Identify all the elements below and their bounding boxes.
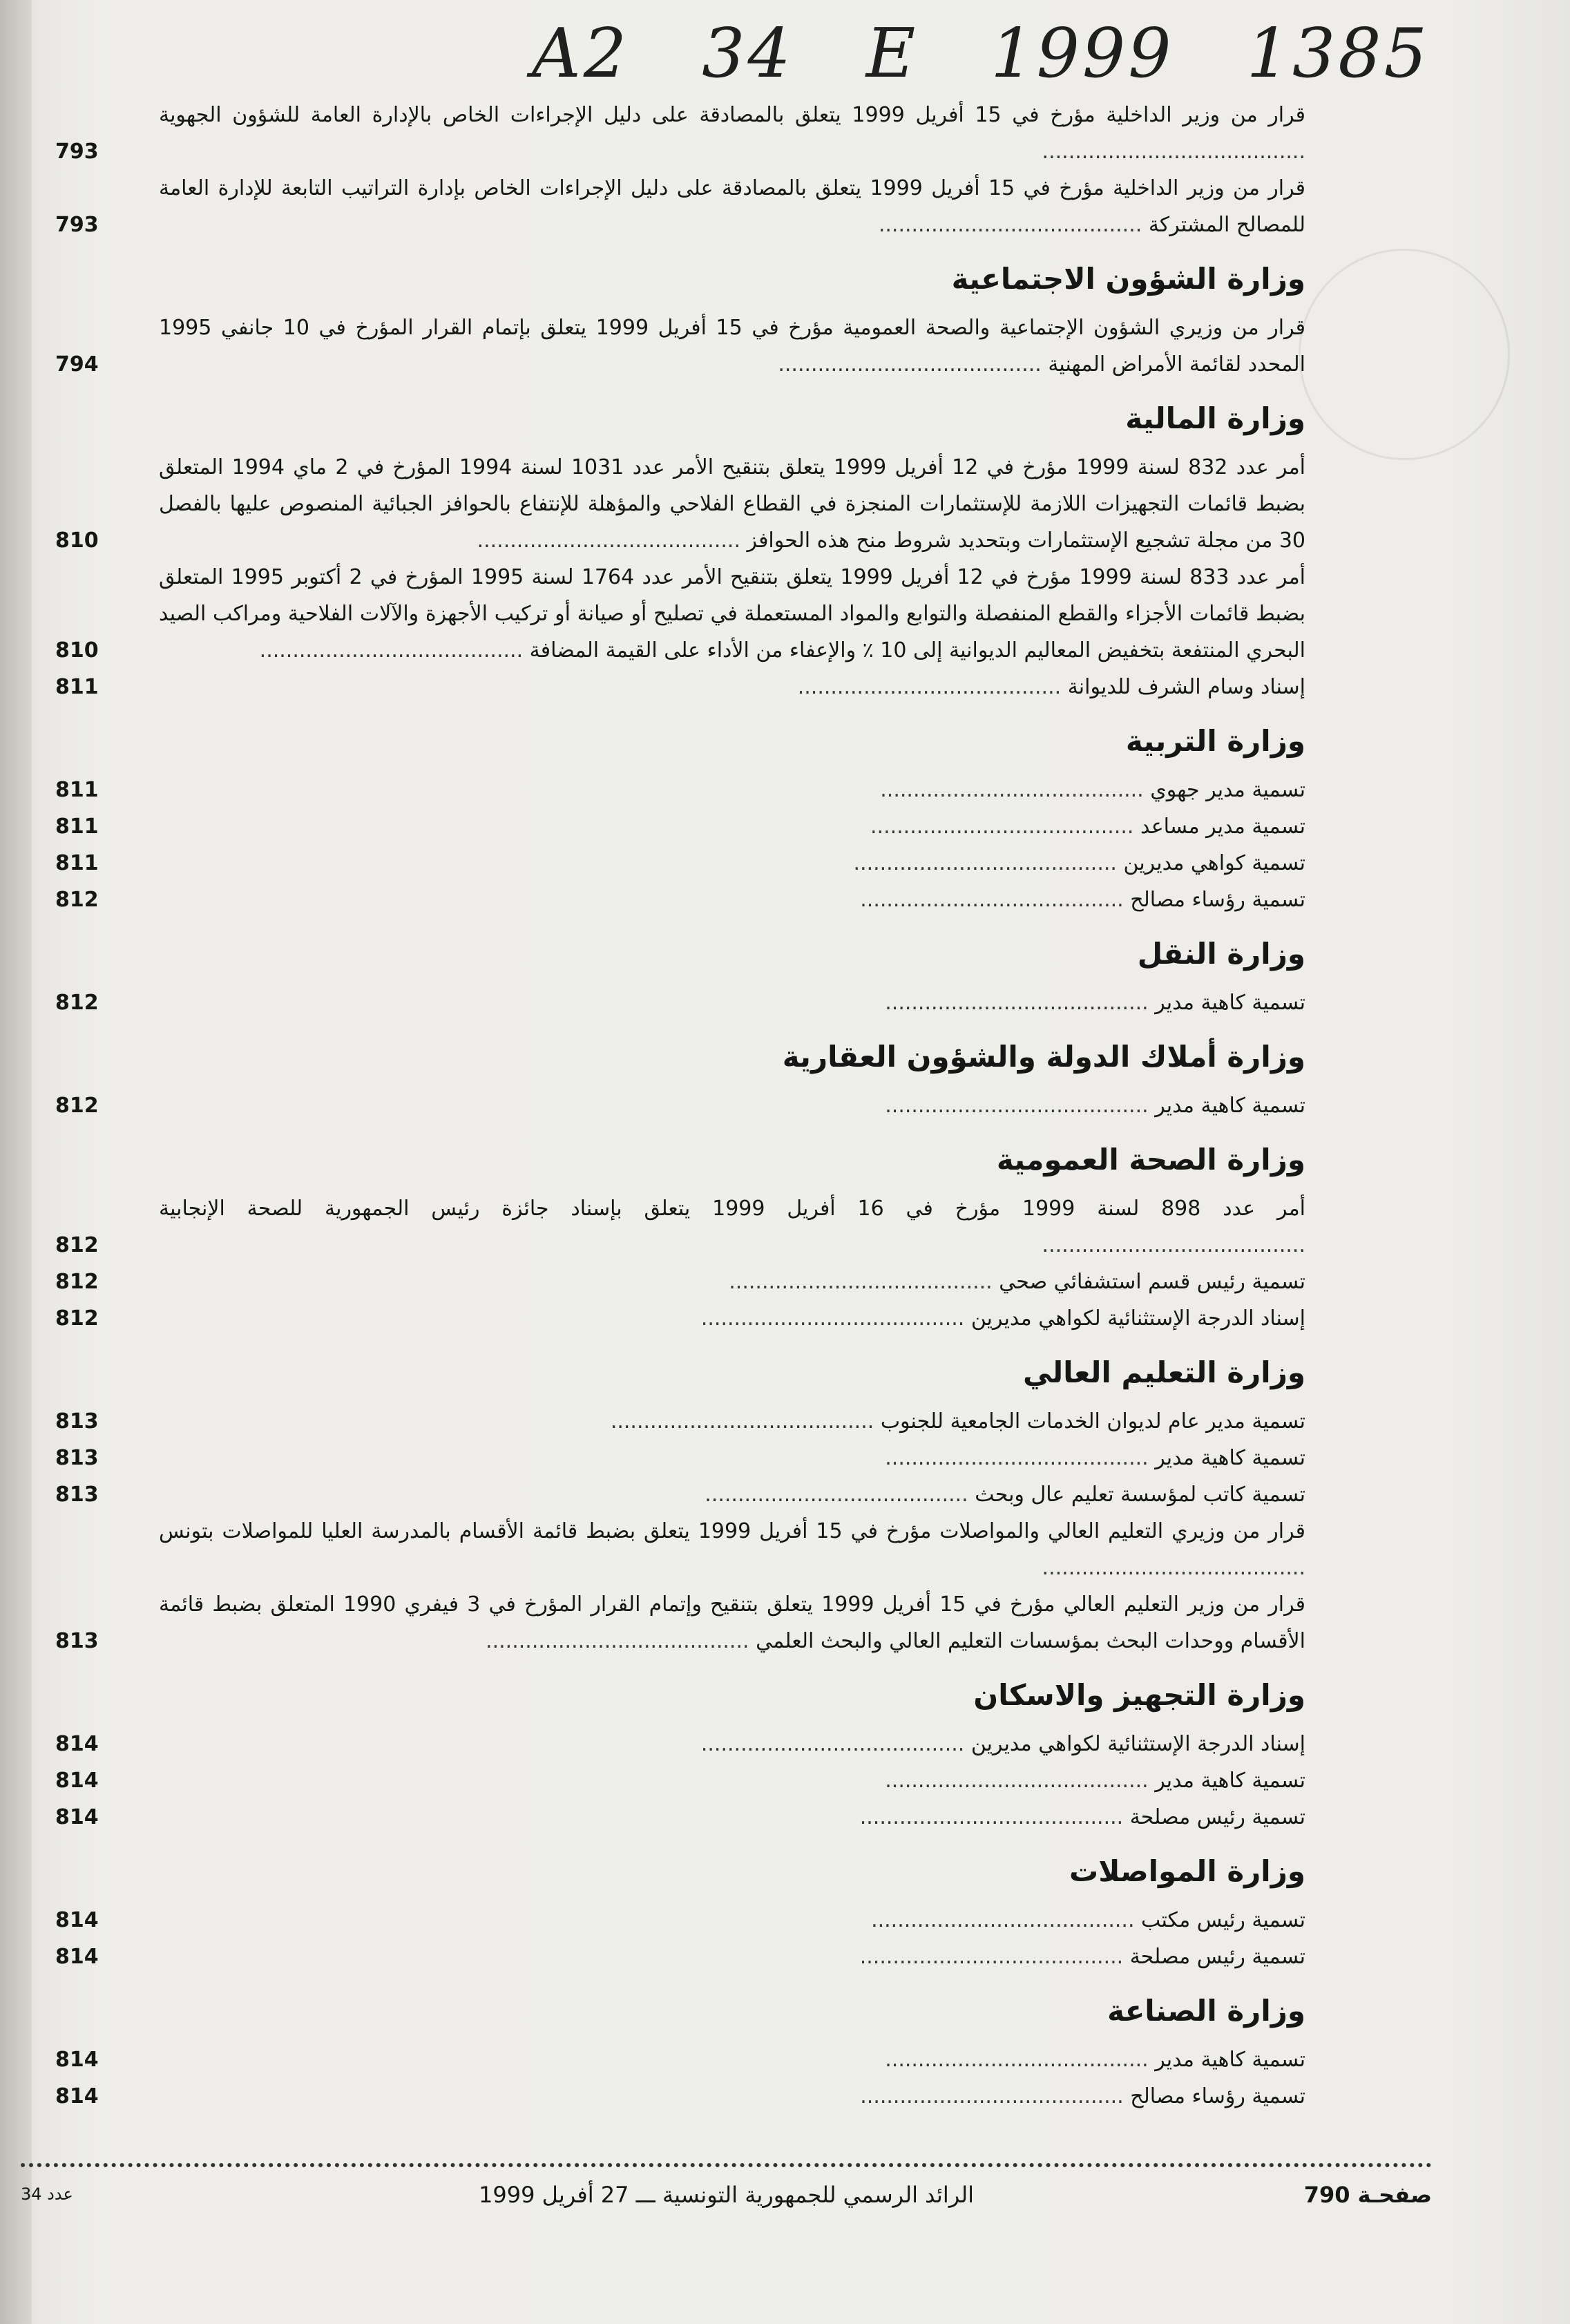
- toc-entry-text: [159, 1476, 1305, 1513]
- leader-dots: ........................................: [885, 991, 1156, 1015]
- toc-entry-text: [159, 845, 1305, 882]
- toc-entry-label: تسمية كاتب لمؤسسة تعليم عال وبحث: [975, 1483, 1305, 1507]
- leader-dots: ........................................: [1042, 1233, 1305, 1257]
- toc-entry: [55, 97, 1305, 170]
- leader-dots: ........................................: [778, 352, 1049, 377]
- toc-entry: [55, 1726, 1305, 1762]
- toc-entry-label: قرار من وزيري الشؤون الإجتماعية والصحة العمومية مؤرخ في 15 أفريل 1999 يتعلق بإتمام القرار المؤرخ في 10 جانفي 1995 المحدد لقائمة الأمراض المهنية: [159, 316, 1305, 377]
- toc-entry-label: تسمية مدير مساعد: [1140, 815, 1305, 839]
- leader-dots: ........................................: [885, 1769, 1156, 1793]
- toc-entry: [55, 2078, 1305, 2115]
- handwritten-annotation: [532, 12, 1430, 95]
- toc-entry: [55, 1440, 1305, 1476]
- toc-entry-label: تسمية رؤساء مصالح: [1130, 2084, 1305, 2108]
- leader-dots: ........................................: [486, 1629, 756, 1653]
- toc-entry-label: قرار من وزير التعليم العالي مؤرخ في 15 أفريل 1999 يتعلق بتنقيح وإتمام القرار المؤرخ في 3 فيفري 1990 المتعلق بضبط قائمة الأقسام ووحدات البحث بمؤسسات التعليم العالي والبحث العلمي: [159, 1592, 1305, 1653]
- toc-entry-text: [159, 1902, 1305, 1939]
- toc-entry-page: 810: [55, 528, 99, 553]
- toc-entry: [55, 1799, 1305, 1836]
- toc-entry-text: [159, 1264, 1305, 1300]
- leader-dots: ........................................: [259, 638, 530, 663]
- toc-entry-label: تسمية رئيس مكتب: [1141, 1908, 1305, 1932]
- toc-entry-label: قرار من وزيري التعليم العالي والمواصلات مؤرخ في 15 أفريل 1999 يتعلق بضبط قائمة الأقسام بالمدرسة العليا للمواصلات بتونس: [159, 1519, 1306, 1543]
- footer-publication: الرائد الرسمي للجمهورية التونسية ـــ 27 أفريل 1999: [478, 2182, 975, 2208]
- toc-entry-page: 813: [55, 1483, 99, 1507]
- toc-entry-label: تسمية رئيس قسم استشفائي صحي: [999, 1270, 1305, 1294]
- toc-entry-text: [159, 1799, 1305, 1836]
- handwritten-part: 34: [702, 15, 794, 93]
- toc-entry: [55, 1902, 1305, 1939]
- toc-entry-label: تسمية مدير جهوي: [1150, 778, 1305, 802]
- toc-entry-label: أمر عدد 832 لسنة 1999 مؤرخ في 12 أفريل 1999 يتعلق بتنقيح الأمر عدد 1031 لسنة 1994 المؤرخ في 2 ماي 1994 المتعلق بضبط قائمات التجهيزات اللازمة للإستثمارات المنجزة في القطاع الفلاحي والمؤهلة للإنتفاع بالحوافز الجبائية المنصوص عليها بالفصل 30 من مجلة تشجيع الإستثمارات وبتحديد شروط منح هذه الحوافز: [159, 455, 1305, 553]
- toc-entry-text: [159, 984, 1305, 1021]
- toc-entry-text: [159, 449, 1305, 559]
- footer-issue: عدد 34: [21, 2184, 73, 2204]
- toc-entry: [55, 1403, 1305, 1440]
- leader-dots: ........................................: [880, 778, 1151, 802]
- toc-entry-page: 812: [55, 1270, 99, 1294]
- section-title: وزارة التربية: [1125, 724, 1305, 758]
- toc-entry-text: [159, 1939, 1305, 1975]
- section-title: وزارة التعليم العالي: [1022, 1355, 1305, 1389]
- footer-page-number: صفحـة 790: [1303, 2182, 1432, 2208]
- toc-entry: [55, 669, 1305, 705]
- toc-entry-page: 811: [55, 778, 99, 802]
- toc-entry: [55, 845, 1305, 882]
- toc-entry: [55, 1513, 1305, 1586]
- page-footer: [21, 2182, 1432, 2223]
- handwritten-part: 1999: [990, 15, 1174, 93]
- toc-entry-text: [159, 1403, 1305, 1440]
- toc-entry-text: [159, 1586, 1305, 1659]
- leader-dots: ........................................: [859, 1805, 1130, 1829]
- toc-entry-page: 811: [55, 675, 99, 699]
- toc-entry: [55, 772, 1305, 808]
- toc-entry: [55, 1762, 1305, 1799]
- section-title: وزارة النقل: [1137, 937, 1305, 971]
- toc-entry-text: [159, 2078, 1305, 2115]
- toc-entry: [55, 1300, 1305, 1337]
- toc-entry-page: 793: [55, 213, 99, 237]
- toc-entry-label: تسمية كاهية مدير: [1155, 1094, 1305, 1118]
- section-title: وزارة المالية: [1125, 401, 1305, 435]
- leader-dots: ........................................: [860, 2084, 1131, 2108]
- leader-dots: ........................................: [860, 888, 1131, 912]
- table-of-contents: [55, 97, 1305, 2115]
- leader-dots: ........................................: [1042, 140, 1305, 164]
- footer-divider: [21, 2163, 1432, 2167]
- handwritten-part: 1385: [1246, 15, 1430, 93]
- leader-dots: ........................................: [610, 1409, 881, 1434]
- toc-entry-page: 812: [55, 1306, 99, 1331]
- toc-entry: [55, 2041, 1305, 2078]
- toc-entry-page: 811: [55, 815, 99, 839]
- toc-entry-text: [159, 559, 1305, 669]
- toc-entry-text: [159, 772, 1305, 808]
- toc-entry-page: 813: [55, 1629, 99, 1653]
- toc-entry-text: [159, 97, 1305, 170]
- section-title: وزارة أملاك الدولة والشؤون العقارية: [782, 1040, 1305, 1074]
- toc-entry: [55, 170, 1305, 243]
- toc-entry-page: 813: [55, 1409, 99, 1434]
- leader-dots: ........................................: [853, 851, 1124, 875]
- section-title: وزارة الصناعة: [1107, 1994, 1305, 2028]
- toc-entry: [55, 984, 1305, 1021]
- toc-entry-page: 812: [55, 888, 99, 912]
- leader-dots: ........................................: [885, 1446, 1156, 1470]
- toc-entry-page: 811: [55, 851, 99, 875]
- leader-dots: ........................................: [477, 528, 747, 553]
- toc-entry-text: [159, 669, 1305, 705]
- toc-entry-text: [159, 1190, 1305, 1264]
- toc-entry-label: تسمية رؤساء مصالح: [1130, 888, 1305, 912]
- leader-dots: ........................................: [729, 1270, 999, 1294]
- toc-entry-text: [159, 1513, 1305, 1586]
- toc-entry-page: 793: [55, 140, 99, 164]
- toc-entry-label: إسناد الدرجة الإستثنائية لكواهي مديرين: [970, 1306, 1305, 1331]
- toc-entry-page: 814: [55, 1769, 99, 1793]
- toc-entry-text: [159, 2041, 1305, 2078]
- leader-dots: ........................................: [878, 213, 1149, 237]
- toc-entry: [55, 1264, 1305, 1300]
- handwritten-part: A2: [532, 15, 630, 93]
- section-title: وزارة المواصلات: [1069, 1854, 1305, 1888]
- toc-entry: [55, 309, 1305, 383]
- toc-entry-page: 814: [55, 2048, 99, 2072]
- leader-dots: ........................................: [885, 2048, 1156, 2072]
- toc-entry-text: [159, 1087, 1305, 1124]
- toc-entry: [55, 1939, 1305, 1975]
- toc-entry-page: 814: [55, 1805, 99, 1829]
- toc-entry-page: 812: [55, 1233, 99, 1257]
- toc-entry-page: 814: [55, 1732, 99, 1756]
- leader-dots: ........................................: [700, 1306, 971, 1331]
- toc-entry: [55, 1476, 1305, 1513]
- leader-dots: ........................................: [859, 1945, 1130, 1969]
- toc-entry: [55, 808, 1305, 845]
- faded-stamp: [1299, 249, 1510, 460]
- toc-entry-label: إسناد الدرجة الإستثنائية لكواهي مديرين: [970, 1732, 1305, 1756]
- toc-entry: [55, 1190, 1305, 1264]
- section-title: وزارة الصحة العمومية: [996, 1143, 1305, 1177]
- leader-dots: ........................................: [871, 1908, 1142, 1932]
- section-title: وزارة التجهيز والاسكان: [973, 1678, 1305, 1712]
- toc-entry-page: 814: [55, 1945, 99, 1969]
- toc-entry-text: [159, 882, 1305, 918]
- toc-entry-label: تسمية رئيس مصلحة: [1129, 1805, 1305, 1829]
- toc-entry-label: تسمية كواهي مديرين: [1123, 851, 1305, 875]
- toc-entry: [55, 449, 1305, 559]
- toc-entry-text: [159, 170, 1305, 243]
- toc-entry-label: تسمية كاهية مدير: [1155, 1769, 1305, 1793]
- toc-entry-label: قرار من وزير الداخلية مؤرخ في 15 أفريل 1999 يتعلق بالمصادقة على دليل الإجراءات الخاص بالإدارة العامة للشؤون الجهوية: [159, 103, 1306, 127]
- toc-entry-label: أمر عدد 898 لسنة 1999 مؤرخ في 16 أفريل 1999 يتعلق بإسناد جائزة رئيس الجمهورية للصحة الإنجابية: [159, 1197, 1305, 1221]
- toc-entry-label: تسمية كاهية مدير: [1155, 2048, 1305, 2072]
- toc-entry-label: أمر عدد 833 لسنة 1999 مؤرخ في 12 أفريل 1999 يتعلق بتنقيح الأمر عدد 1764 لسنة 1995 المؤرخ في 2 أكتوبر 1995 المتعلق بضبط قائمات الأجزاء والقطع المنفصلة والتوابع والمواد المستعملة في تصليح أو صيانة أو تركيب الأجهزة والآلات الفلاحية ومراكب الصيد البحري المنتفعة بتخفيض المعاليم الديوانية إلى 10 ٪ والإعفاء من الأداء على القيمة المضافة: [159, 565, 1305, 663]
- toc-entry: [55, 882, 1305, 918]
- toc-entry-text: [159, 1300, 1305, 1337]
- leader-dots: ........................................: [705, 1483, 975, 1507]
- leader-dots: ........................................: [885, 1094, 1156, 1118]
- toc-entry-page: 813: [55, 1446, 99, 1470]
- toc-entry-page: 810: [55, 638, 99, 663]
- binding-shadow: [0, 0, 32, 2324]
- leader-dots: ........................................: [1042, 1556, 1305, 1580]
- toc-entry-text: [159, 1726, 1305, 1762]
- toc-entry-label: قرار من وزير الداخلية مؤرخ في 15 أفريل 1999 يتعلق بالمصادقة على دليل الإجراءات الخاص بإدارة التراتيب التابعة للإدارة العامة للمصالح المشتركة: [159, 176, 1305, 237]
- toc-entry-page: 812: [55, 991, 99, 1015]
- toc-entry-page: 812: [55, 1094, 99, 1118]
- toc-entry: [55, 1087, 1305, 1124]
- toc-entry-label: تسمية مدير عام لديوان الخدمات الجامعية للجنوب: [880, 1409, 1305, 1434]
- toc-entry-label: إسناد وسام الشرف للديوانة: [1067, 675, 1305, 699]
- toc-entry-text: [159, 1440, 1305, 1476]
- toc-entry-text: [159, 808, 1305, 845]
- toc-entry-label: تسمية رئيس مصلحة: [1129, 1945, 1305, 1969]
- handwritten-part: E: [865, 15, 919, 93]
- section-title: وزارة الشؤون الاجتماعية: [951, 262, 1305, 296]
- toc-entry-text: [159, 1762, 1305, 1799]
- toc-entry-page: 794: [55, 352, 99, 377]
- toc-entry-label: تسمية كاهية مدير: [1155, 1446, 1305, 1470]
- toc-entry-text: [159, 309, 1305, 383]
- leader-dots: ........................................: [700, 1732, 971, 1756]
- toc-entry: [55, 1586, 1305, 1659]
- leader-dots: ........................................: [870, 815, 1140, 839]
- toc-entry: [55, 559, 1305, 669]
- leader-dots: ........................................: [797, 675, 1068, 699]
- toc-entry-page: 814: [55, 1908, 99, 1932]
- toc-entry-label: تسمية كاهية مدير: [1155, 991, 1305, 1015]
- toc-entry-page: 814: [55, 2084, 99, 2108]
